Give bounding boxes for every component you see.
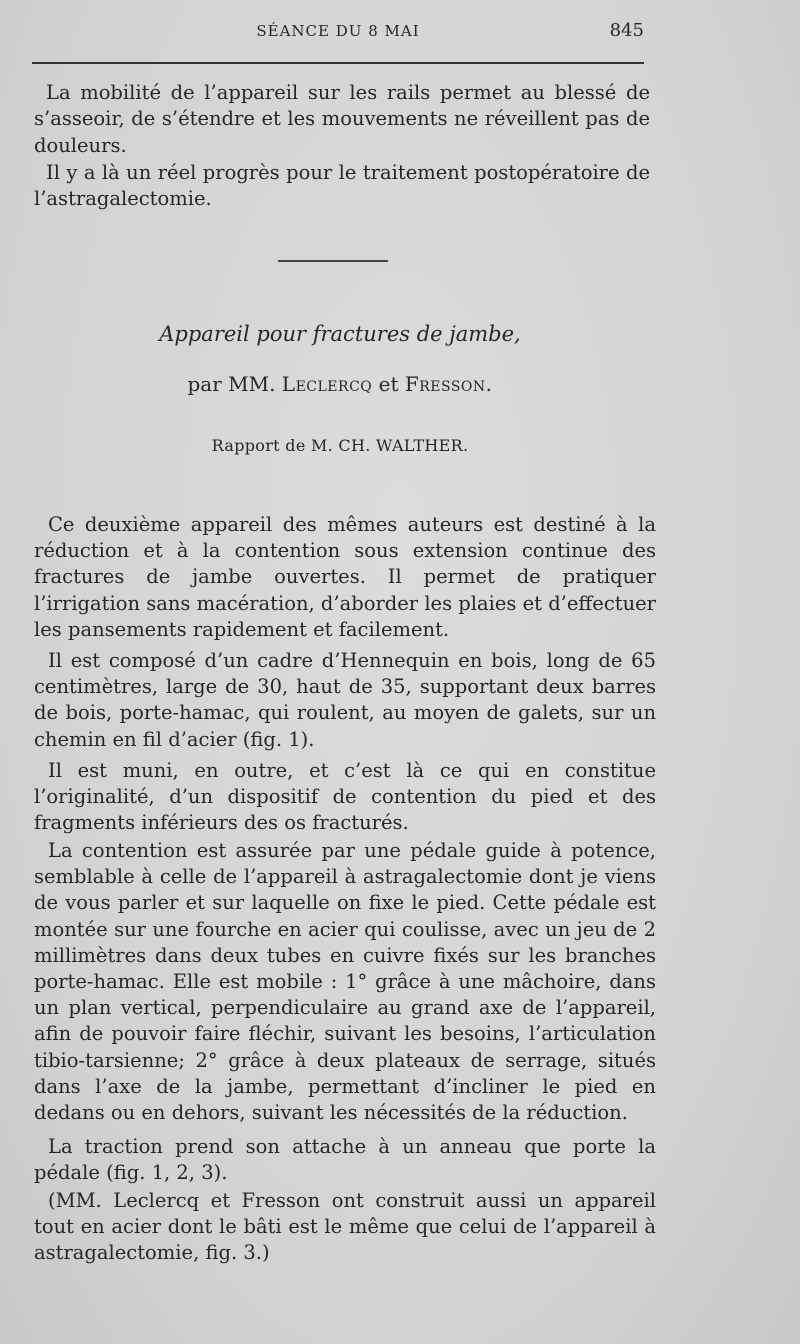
authors-prefix: par MM. <box>187 372 276 396</box>
article-authors <box>0 372 680 396</box>
author-fresson: Fresson. <box>404 372 493 396</box>
running-header <box>32 18 644 46</box>
body-paragraph-2: Il est composé d’un cadre d’Hennequin en bois, long de 65 centimètres, large de 30, haut de 35, supportant deux barres de bois, porte-hamac, qui roulent, au moyen de galets, sur un chemin en fil d’acier (fig. 1). <box>34 649 656 751</box>
header-rule <box>32 62 644 64</box>
page-number: 845 <box>609 20 644 41</box>
article-title: Appareil pour fractures de jambe, <box>159 322 521 346</box>
body-paragraph-4: La contention est assurée par une pédale guide à potence, semblable à celle de l’appareil à astragalectomie dont je viens de vous parler et sur laquelle on fixe le pied. Cette pédale est montée sur une fourche en acier qui coulisse, avec un jeu de 2 millimètres dans deux tubes en cuivre fixés sur les branches porte-hamac. Elle est mobile : 1° grâce à une mâchoire, dans un plan vertical, perpendiculaire au grand axe de l’appareil, afin de pouvoir faire fléchir, suivant les besoins, l’articulation tibio-tarsienne; 2° grâce à deux plateaux de serrage, situés dans l’axe de la jambe, permettant d’incliner le pied en dedans ou en dehors, suivant les nécessités de la réduction. <box>34 839 656 1125</box>
header-title: SÉANCE DU 8 MAI <box>256 22 420 40</box>
body-paragraph-5: La traction prend son attache à un anneau que porte la pédale (fig. 1, 2, 3). <box>34 1135 656 1185</box>
section-divider <box>278 260 388 262</box>
report-byline: Rapport de M. CH. WALTHER. <box>211 436 469 455</box>
body-paragraph-3: Il est muni, en outre, et c’est là ce qui en constitue l’originalité, d’un dispositif de contention du pied et des fragments inférieurs des os fracturés. <box>34 759 656 835</box>
authors-join: et <box>378 372 399 396</box>
body-paragraph-6: (MM. Leclercq et Fresson ont construit aussi un appareil tout en acier dont le bâti est le même que celui de l’appareil à astragalectomie, fig. 3.) <box>34 1189 656 1265</box>
body-paragraph-1: Ce deuxième appareil des mêmes auteurs est destiné à la réduction et à la contention sous extension continue des fractures de jambe ouvertes. Il permet de pratiquer l’irrigation sans macération, d’aborder les plaies et d’effectuer les pansements rapidement et facilement. <box>34 513 656 641</box>
author-leclercq: Leclercq <box>281 372 373 396</box>
intro-paragraph-1: La mobilité de l’appareil sur les rails permet au blessé de s’asseoir, de s’étendre et les mouvements ne réveillent pas de douleurs. <box>34 81 650 157</box>
intro-paragraph-2: Il y a là un réel progrès pour le traitement postopératoire de l’astragalectomie. <box>34 161 650 211</box>
